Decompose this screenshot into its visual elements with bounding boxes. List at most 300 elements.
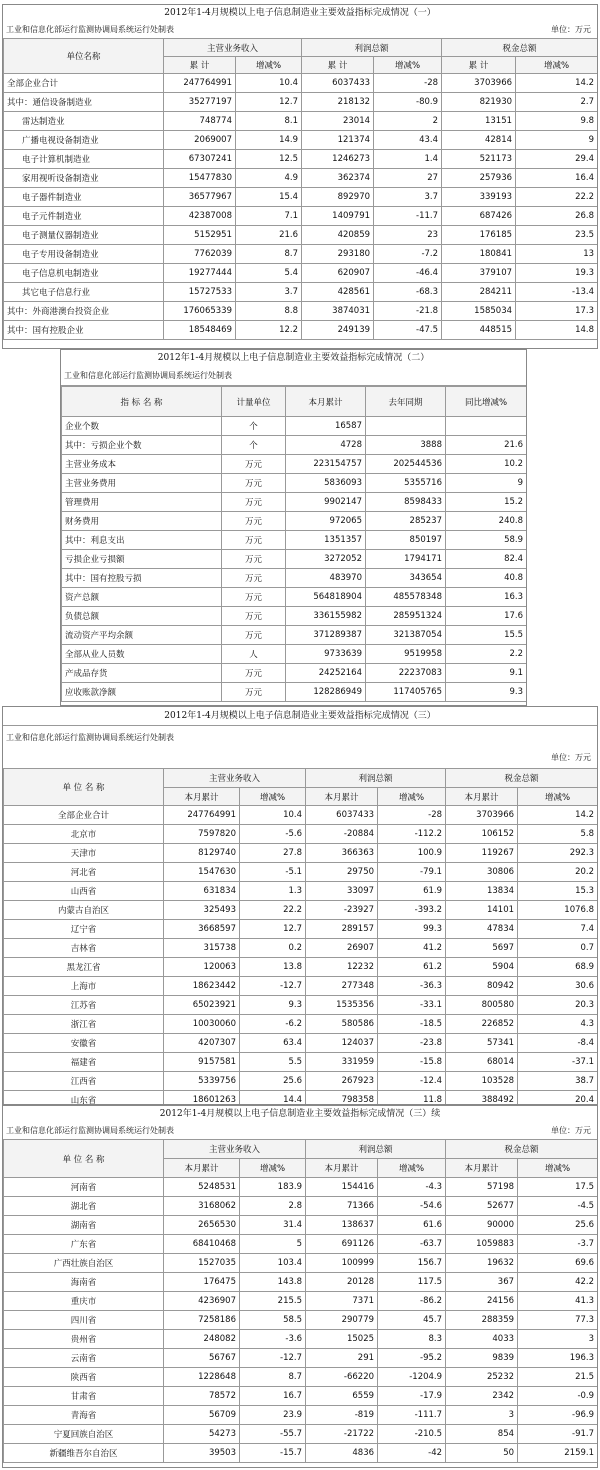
table-cell: 321387054 [366, 626, 446, 645]
table-cell: -1204.9 [378, 1368, 446, 1387]
table-cell: 万元 [222, 607, 286, 626]
header-tax: 税金总额 [446, 769, 598, 788]
table-cell: 10.4 [236, 74, 302, 93]
table-cell: 71366 [306, 1197, 378, 1216]
table-cell: -23.8 [378, 1034, 446, 1053]
table-cell [446, 417, 527, 436]
row-label: 管理费用 [62, 493, 222, 512]
table-cell: 9 [516, 131, 598, 150]
row-label: 主营业务费用 [62, 474, 222, 493]
header-unit: 计量单位 [222, 387, 286, 417]
table-cell: -3.6 [240, 1330, 306, 1349]
row-label: 湖南省 [4, 1216, 164, 1235]
table-row [4, 74, 598, 93]
table-cell: -15.7 [240, 1444, 306, 1463]
row-label: 产成品存货 [62, 664, 222, 683]
table-cell: 21.6 [236, 226, 302, 245]
table-cell: 20.4 [518, 1091, 598, 1106]
table-cell: 13.8 [240, 958, 306, 977]
table-1-title: 2012年1-4月规模以上电子信息制造业主要效益指标完成情况（一） [164, 8, 436, 18]
table-cell: -55.7 [240, 1425, 306, 1444]
row-label: 流动资产平均余额 [62, 626, 222, 645]
row-label: 福建省 [4, 1053, 164, 1072]
table-cell: -4.3 [378, 1178, 446, 1197]
table-cell: 9.8 [516, 112, 598, 131]
row-label: 全部企业合计 [4, 806, 164, 825]
table-cell: 379107 [442, 264, 516, 283]
table-cell: 3272052 [286, 550, 366, 569]
table-cell: -4.5 [518, 1197, 598, 1216]
table-cell: 483970 [286, 569, 366, 588]
table-row [4, 977, 598, 996]
table-cell: 12.5 [236, 150, 302, 169]
header-last-year: 去年同期 [366, 387, 446, 417]
table-row [4, 1425, 598, 1444]
row-label: 安徽省 [4, 1034, 164, 1053]
table-cell: 291 [306, 1349, 378, 1368]
table-cell: 106152 [446, 825, 518, 844]
table-cell: 8.8 [236, 302, 302, 321]
table-cell: 331959 [306, 1053, 378, 1072]
row-label: 电子计算机制造业 [4, 150, 164, 169]
table-cell: 8.7 [236, 245, 302, 264]
table-cell: 13151 [442, 112, 516, 131]
table-cell: 15477830 [164, 169, 236, 188]
table-cell: 25232 [446, 1368, 518, 1387]
table-cell: 284211 [442, 283, 516, 302]
table-cell: 257936 [442, 169, 516, 188]
table-cell: 3668597 [164, 920, 240, 939]
table-cell: -210.5 [378, 1425, 446, 1444]
table-cell: 30.6 [518, 977, 598, 996]
table-cell: 288359 [446, 1311, 518, 1330]
table-3 [3, 768, 598, 1105]
header-revenue: 主营业务收入 [164, 1140, 306, 1159]
header-current: 本月累计 [446, 788, 518, 806]
table-cell: 个 [222, 436, 286, 455]
row-label: 电子测量仪器制造业 [4, 226, 164, 245]
table-cell: 24252164 [286, 664, 366, 683]
table-cell: 3703966 [442, 74, 516, 93]
table-cell: -91.7 [518, 1425, 598, 1444]
table-cell: 9.3 [240, 996, 306, 1015]
table-cell: 1794171 [366, 550, 446, 569]
table-cell: 6037433 [302, 74, 374, 93]
table-4-title: 2012年1-4月规模以上电子信息制造业主要效益指标完成情况（三）续 [159, 1109, 441, 1119]
table-cell: 267923 [306, 1072, 378, 1091]
table-cell: 1246273 [302, 150, 374, 169]
table-row [4, 1368, 598, 1387]
table-cell: 13834 [446, 882, 518, 901]
table-row [4, 302, 598, 321]
row-label: 广播电视设备制造业 [4, 131, 164, 150]
table-row [4, 1216, 598, 1235]
table-row [4, 806, 598, 825]
header-profit: 利润总额 [302, 39, 442, 57]
table-cell: -5.1 [240, 863, 306, 882]
table-cell: -112.2 [378, 825, 446, 844]
table-cell: 2342 [446, 1387, 518, 1406]
row-label: 主营业务成本 [62, 455, 222, 474]
table-row [4, 1053, 598, 1072]
table-row [62, 588, 527, 607]
table-cell: 176185 [442, 226, 516, 245]
table-1-block [2, 4, 598, 349]
table-cell: 748774 [164, 112, 236, 131]
table-cell: 19.3 [516, 264, 598, 283]
table-cell: 7.4 [518, 920, 598, 939]
table-cell: 196.3 [518, 1349, 598, 1368]
table-cell: 143.8 [240, 1273, 306, 1292]
table-row [4, 1292, 598, 1311]
table-cell: 27 [374, 169, 442, 188]
table-cell: 14.2 [516, 74, 598, 93]
table-cell: 1059883 [446, 1235, 518, 1254]
table-cell: 万元 [222, 474, 286, 493]
table-cell: 9733639 [286, 645, 366, 664]
header-change: 增减% [240, 788, 306, 806]
table-cell: -15.8 [378, 1053, 446, 1072]
table-cell: 8.3 [378, 1330, 446, 1349]
table-cell: -18.5 [378, 1015, 446, 1034]
table-cell: 4.9 [236, 169, 302, 188]
table-3-title: 2012年1-4月规模以上电子信息制造业主要效益指标完成情况（三） [164, 711, 436, 721]
table-cell: 15727533 [164, 283, 236, 302]
table-cell: 821930 [442, 93, 516, 112]
table-row [4, 1273, 598, 1292]
table-cell: 293180 [302, 245, 374, 264]
table-cell: -37.1 [518, 1053, 598, 1072]
row-label: 山西省 [4, 882, 164, 901]
table-row [4, 901, 598, 920]
table-cell: -46.4 [374, 264, 442, 283]
table-cell: 22.2 [240, 901, 306, 920]
table-cell: 16587 [286, 417, 366, 436]
table-cell: 57341 [446, 1034, 518, 1053]
row-label: 宁夏回族自治区 [4, 1425, 164, 1444]
table-row [62, 436, 527, 455]
table-cell: -819 [306, 1406, 378, 1425]
table-cell: 972065 [286, 512, 366, 531]
table-row [4, 1034, 598, 1053]
table-cell: 285237 [366, 512, 446, 531]
table-cell: 40.8 [446, 569, 527, 588]
table-row [4, 1178, 598, 1197]
table-cell: 43.4 [374, 131, 442, 150]
table-cell: 9839 [446, 1349, 518, 1368]
table-row [4, 283, 598, 302]
table-row [4, 1330, 598, 1349]
table-cell: 7.1 [236, 207, 302, 226]
table-cell: 691126 [306, 1235, 378, 1254]
table-cell: 16.4 [516, 169, 598, 188]
table-row [4, 1197, 598, 1216]
header-current: 本月累计 [286, 387, 366, 417]
table-cell: 277348 [306, 977, 378, 996]
table-cell: 10.4 [240, 806, 306, 825]
table-4-block [2, 1105, 598, 1468]
table-cell: 16.3 [446, 588, 527, 607]
row-label: 青海省 [4, 1406, 164, 1425]
table-cell: 117405765 [366, 683, 446, 702]
table-cell: 362374 [302, 169, 374, 188]
table-cell: 24156 [446, 1292, 518, 1311]
table-row [62, 607, 527, 626]
table-row [4, 920, 598, 939]
header-current: 本月累计 [306, 1159, 378, 1178]
table-row [4, 939, 598, 958]
row-label: 新疆维吾尔自治区 [4, 1444, 164, 1463]
row-label: 河南省 [4, 1178, 164, 1197]
header-change: 增减% [378, 788, 446, 806]
row-label: 云南省 [4, 1349, 164, 1368]
table-cell: 4236907 [164, 1292, 240, 1311]
table-cell: 8129740 [164, 844, 240, 863]
table-cell: 1.3 [240, 882, 306, 901]
row-label: 江苏省 [4, 996, 164, 1015]
table-cell: 223154757 [286, 455, 366, 474]
header-current: 本月累计 [164, 788, 240, 806]
table-cell: 21.6 [446, 436, 527, 455]
row-label: 内蒙古自治区 [4, 901, 164, 920]
row-label: 亏损企业亏损额 [62, 550, 222, 569]
table-cell: -6.2 [240, 1015, 306, 1034]
table-cell: 41.2 [378, 939, 446, 958]
table-cell: 798358 [306, 1091, 378, 1106]
table-cell: 103.4 [240, 1254, 306, 1273]
row-label: 北京市 [4, 825, 164, 844]
table-cell: -11.7 [374, 207, 442, 226]
table-cell: 3.7 [236, 283, 302, 302]
table-cell: 58.9 [446, 531, 527, 550]
table-cell: 56767 [164, 1349, 240, 1368]
header-cumulative: 累 计 [442, 57, 516, 74]
row-label: 江西省 [4, 1072, 164, 1091]
table-cell: 1.4 [374, 150, 442, 169]
table-cell: 万元 [222, 664, 286, 683]
table-cell: 448515 [442, 321, 516, 340]
table-cell: 18623442 [164, 977, 240, 996]
table-row [4, 958, 598, 977]
table-cell: 23.5 [516, 226, 598, 245]
table-cell: 56709 [164, 1406, 240, 1425]
table-row [4, 1349, 598, 1368]
table-cell: -8.4 [518, 1034, 598, 1053]
table-cell: 57198 [446, 1178, 518, 1197]
table-cell: 100.9 [378, 844, 446, 863]
table-cell: -28 [378, 806, 446, 825]
table-row [62, 493, 527, 512]
row-label: 海南省 [4, 1273, 164, 1292]
table-cell: -12.7 [240, 977, 306, 996]
table-row [4, 226, 598, 245]
table-cell: 892970 [302, 188, 374, 207]
table-row [62, 455, 527, 474]
table-cell: 289157 [306, 920, 378, 939]
table-cell: 35277197 [164, 93, 236, 112]
table-cell: 580586 [306, 1015, 378, 1034]
table-cell: 156.7 [378, 1254, 446, 1273]
table-cell: -3.7 [518, 1235, 598, 1254]
table-cell: 5904 [446, 958, 518, 977]
table-2-source: 工业和信息化部运行监测协调局系统运行处制表 [64, 371, 232, 380]
table-cell: 19277444 [164, 264, 236, 283]
row-label: 河北省 [4, 863, 164, 882]
row-label: 广东省 [4, 1235, 164, 1254]
table-row [4, 188, 598, 207]
table-cell: 27.8 [240, 844, 306, 863]
table-cell: -23927 [306, 901, 378, 920]
table-cell: 4207307 [164, 1034, 240, 1053]
table-cell: -12.7 [240, 1349, 306, 1368]
table-cell: 4728 [286, 436, 366, 455]
table-cell: 14101 [446, 901, 518, 920]
table-1-unit: 单位：万元 [551, 25, 591, 34]
header-profit: 利润总额 [306, 1140, 446, 1159]
table-cell: -21722 [306, 1425, 378, 1444]
table-cell: 17.5 [518, 1178, 598, 1197]
header-revenue: 主营业务收入 [164, 39, 302, 57]
table-cell: 285951324 [366, 607, 446, 626]
header-change: 增减% [240, 1159, 306, 1178]
table-cell: 1585034 [442, 302, 516, 321]
table-row [4, 245, 598, 264]
table-row [4, 1444, 598, 1463]
table-cell: 128286949 [286, 683, 366, 702]
row-label: 电子元件制造业 [4, 207, 164, 226]
row-label: 甘肃省 [4, 1387, 164, 1406]
table-row [4, 131, 598, 150]
table-cell: 68.9 [518, 958, 598, 977]
table-cell: 100999 [306, 1254, 378, 1273]
table-cell: 2069007 [164, 131, 236, 150]
row-label: 全部从业人员数 [62, 645, 222, 664]
table-row [62, 664, 527, 683]
table-row [62, 683, 527, 702]
table-cell: 1076.8 [518, 901, 598, 920]
table-row [4, 1072, 598, 1091]
table-cell: 58.5 [240, 1311, 306, 1330]
row-label: 湖北省 [4, 1197, 164, 1216]
table-cell: 14.8 [516, 321, 598, 340]
table-cell: 3888 [366, 436, 446, 455]
table-cell: 17.6 [446, 607, 527, 626]
table-cell: 336155982 [286, 607, 366, 626]
table-cell: 10030060 [164, 1015, 240, 1034]
row-label: 其中：利息支出 [62, 531, 222, 550]
table-row [4, 1235, 598, 1254]
table-row [4, 264, 598, 283]
table-cell: 367 [446, 1273, 518, 1292]
table-row [62, 569, 527, 588]
table-row [4, 863, 598, 882]
table-row [62, 512, 527, 531]
table-cell: -393.2 [378, 901, 446, 920]
table-row [62, 645, 527, 664]
table-cell: 120063 [164, 958, 240, 977]
table-cell: -21.8 [374, 302, 442, 321]
table-cell: 50 [446, 1444, 518, 1463]
header-change: 增减% [378, 1159, 446, 1178]
row-label: 电子器件制造业 [4, 188, 164, 207]
table-cell: 82.4 [446, 550, 527, 569]
row-label: 陕西省 [4, 1368, 164, 1387]
table-cell: 2.8 [240, 1197, 306, 1216]
table-cell: 68014 [446, 1053, 518, 1072]
header-profit: 利润总额 [306, 769, 446, 788]
table-2-title: 2012年1-4月规模以上电子信息制造业主要效益指标完成情况（二） [157, 353, 430, 363]
table-cell: 63.4 [240, 1034, 306, 1053]
table-row [4, 321, 598, 340]
table-cell: 52677 [446, 1197, 518, 1216]
table-1 [3, 38, 598, 340]
table-cell: -68.3 [374, 283, 442, 302]
header-change: 增减% [518, 788, 598, 806]
table-cell: 99.3 [378, 920, 446, 939]
row-label: 山东省 [4, 1091, 164, 1106]
table-cell: 5339756 [164, 1072, 240, 1091]
header-tax: 税金总额 [442, 39, 598, 57]
table-cell: 3168062 [164, 1197, 240, 1216]
table-cell: 14.2 [518, 806, 598, 825]
row-label: 企业个数 [62, 417, 222, 436]
table-cell: 18548469 [164, 321, 236, 340]
table-cell: 343654 [366, 569, 446, 588]
table-cell: 77.3 [518, 1311, 598, 1330]
table-cell: 7597820 [164, 825, 240, 844]
table-cell: 20128 [306, 1273, 378, 1292]
table-cell: 247764991 [164, 74, 236, 93]
row-label: 电子信息机电制造业 [4, 264, 164, 283]
table-row [62, 626, 527, 645]
table-cell: 9.3 [446, 683, 527, 702]
table-cell: 2159.1 [518, 1444, 598, 1463]
table-cell: 12.2 [236, 321, 302, 340]
row-label: 其中：通信设备制造业 [4, 93, 164, 112]
table-row [4, 1254, 598, 1273]
table-cell: 8.7 [240, 1368, 306, 1387]
table-cell: 292.3 [518, 844, 598, 863]
table-cell: 1351357 [286, 531, 366, 550]
table-cell: 202544536 [366, 455, 446, 474]
table-cell: 5.5 [240, 1053, 306, 1072]
table-row [4, 844, 598, 863]
table-cell: 176475 [164, 1273, 240, 1292]
table-cell: 23.9 [240, 1406, 306, 1425]
row-label: 资产总额 [62, 588, 222, 607]
table-cell: 90000 [446, 1216, 518, 1235]
table-cell: 521173 [442, 150, 516, 169]
row-label: 其中：国有控股亏损 [62, 569, 222, 588]
table-cell: 26.8 [516, 207, 598, 226]
table-cell: 240.8 [446, 512, 527, 531]
table-cell: 4836 [306, 1444, 378, 1463]
table-cell: 631834 [164, 882, 240, 901]
table-cell: 36577967 [164, 188, 236, 207]
table-cell: 人 [222, 645, 286, 664]
table-cell: 154416 [306, 1178, 378, 1197]
table-cell: 万元 [222, 550, 286, 569]
table-cell: 67307241 [164, 150, 236, 169]
table-row [62, 417, 527, 436]
table-cell: 2.7 [516, 93, 598, 112]
table-cell: 39503 [164, 1444, 240, 1463]
table-4-unit: 单位：万元 [551, 1126, 591, 1135]
table-cell: 20.3 [518, 996, 598, 1015]
row-label: 重庆市 [4, 1292, 164, 1311]
header-unit-name: 单 位 名 称 [4, 1140, 164, 1178]
header-change: 增减% [516, 57, 598, 74]
